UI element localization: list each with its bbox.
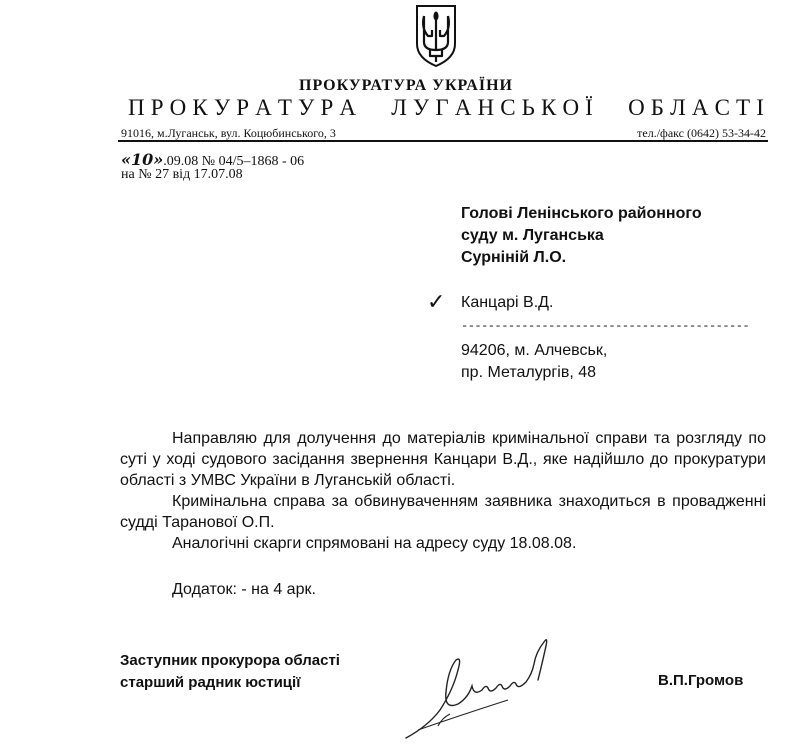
check-mark-icon: ✓ bbox=[427, 290, 446, 315]
primary-recipient bbox=[461, 203, 702, 269]
recipient-line: Голові Ленінського районного bbox=[461, 205, 702, 222]
recipient-line: суду м. Луганська bbox=[461, 227, 604, 244]
secondary-recipient-address bbox=[461, 340, 607, 384]
recipient-line: Сурніній Л.О. bbox=[461, 249, 567, 266]
signer-title bbox=[120, 650, 340, 694]
handwritten-signature bbox=[398, 630, 568, 745]
organization-name-letter: Т bbox=[277, 95, 292, 120]
reply-reference: на № 27 від 17.07.08 bbox=[121, 167, 243, 182]
organization-name-letter bbox=[599, 95, 622, 121]
coat-of-arms-icon bbox=[411, 2, 461, 68]
signer-title-line: старший радник юстиції bbox=[120, 674, 301, 691]
organization-name-letter: У bbox=[213, 95, 231, 120]
organization-address: 91016, м.Луганськ, вул. Коцюбинського, 3 bbox=[121, 126, 336, 140]
secondary-recipient-name: Канцарі В.Д. bbox=[461, 294, 554, 311]
signer-title-line: Заступник прокурора області bbox=[120, 652, 340, 669]
organization-name-letter: Р bbox=[236, 95, 250, 120]
organization-name-letter: Т bbox=[736, 95, 751, 120]
organization-name-letter: Л bbox=[670, 95, 686, 120]
dash-separator: ------------------------------------------- bbox=[461, 319, 750, 333]
organization-name-letter: У bbox=[412, 95, 430, 120]
organization-name-letter: С bbox=[714, 95, 730, 120]
organization-name-letter: О bbox=[628, 95, 645, 120]
organization-name-letter: О bbox=[562, 95, 580, 120]
organization-name-letter: С bbox=[500, 95, 516, 120]
organization-parent: ПРОКУРАТУРА УКРАЇНИ bbox=[299, 77, 513, 94]
organization-name-letter: А bbox=[691, 95, 709, 120]
address-line: пр. Металургів, 48 bbox=[461, 364, 597, 381]
address-line: 94206, м. Алчевськ, bbox=[461, 342, 608, 359]
organization-name-letter: Н bbox=[477, 95, 495, 120]
body-paragraph: Кримінальна справа за обвинуваченням заявника знаходиться в провадженні судді Таранової О.П. bbox=[120, 493, 766, 531]
organization-name-letter: К bbox=[540, 95, 557, 120]
organization-name-letter bbox=[362, 95, 385, 121]
letter-body bbox=[120, 428, 766, 554]
signer-name: В.П.Громов bbox=[658, 672, 744, 689]
organization-name-letter: А bbox=[255, 95, 272, 120]
organization-name-letter: Р bbox=[150, 95, 164, 120]
organization-name-letter: І bbox=[756, 95, 764, 120]
organization-name bbox=[128, 95, 764, 121]
organization-name-letter: Ь bbox=[521, 95, 535, 120]
organization-name-letter: Г bbox=[435, 95, 449, 120]
organization-name-letter: У bbox=[298, 95, 315, 120]
organization-name-letter: А bbox=[339, 95, 356, 120]
outgoing-number: .09.08 № 04/5–1868 - 06 bbox=[163, 154, 305, 169]
organization-name-letter: П bbox=[128, 95, 145, 120]
organization-name-letter: Р bbox=[320, 95, 334, 120]
organization-name-letter: Б bbox=[650, 95, 665, 120]
organization-name-letter: Ї bbox=[585, 95, 593, 120]
organization-phone: тел./факс (0642) 53-34-42 bbox=[637, 126, 766, 140]
organization-name-letter: Л bbox=[391, 95, 407, 120]
header-divider bbox=[118, 140, 768, 142]
organization-name-letter: К bbox=[192, 95, 208, 120]
outgoing-day: «10» bbox=[121, 150, 164, 169]
body-paragraph: Аналогічні скарги спрямовані на адресу суду 18.08.08. bbox=[172, 535, 577, 552]
organization-name-letter: А bbox=[454, 95, 472, 120]
body-paragraph: Направляю для долучення до матеріалів кримінальної справи та розгляду по суті у ході судового засідання звернення Канцари В.Д., яке надійшло до прокуратури області з УМВС України в Луганській області. bbox=[120, 430, 766, 489]
organization-name-letter: О bbox=[169, 95, 187, 120]
attachment-note: Додаток: - на 4 арк. bbox=[172, 581, 316, 598]
